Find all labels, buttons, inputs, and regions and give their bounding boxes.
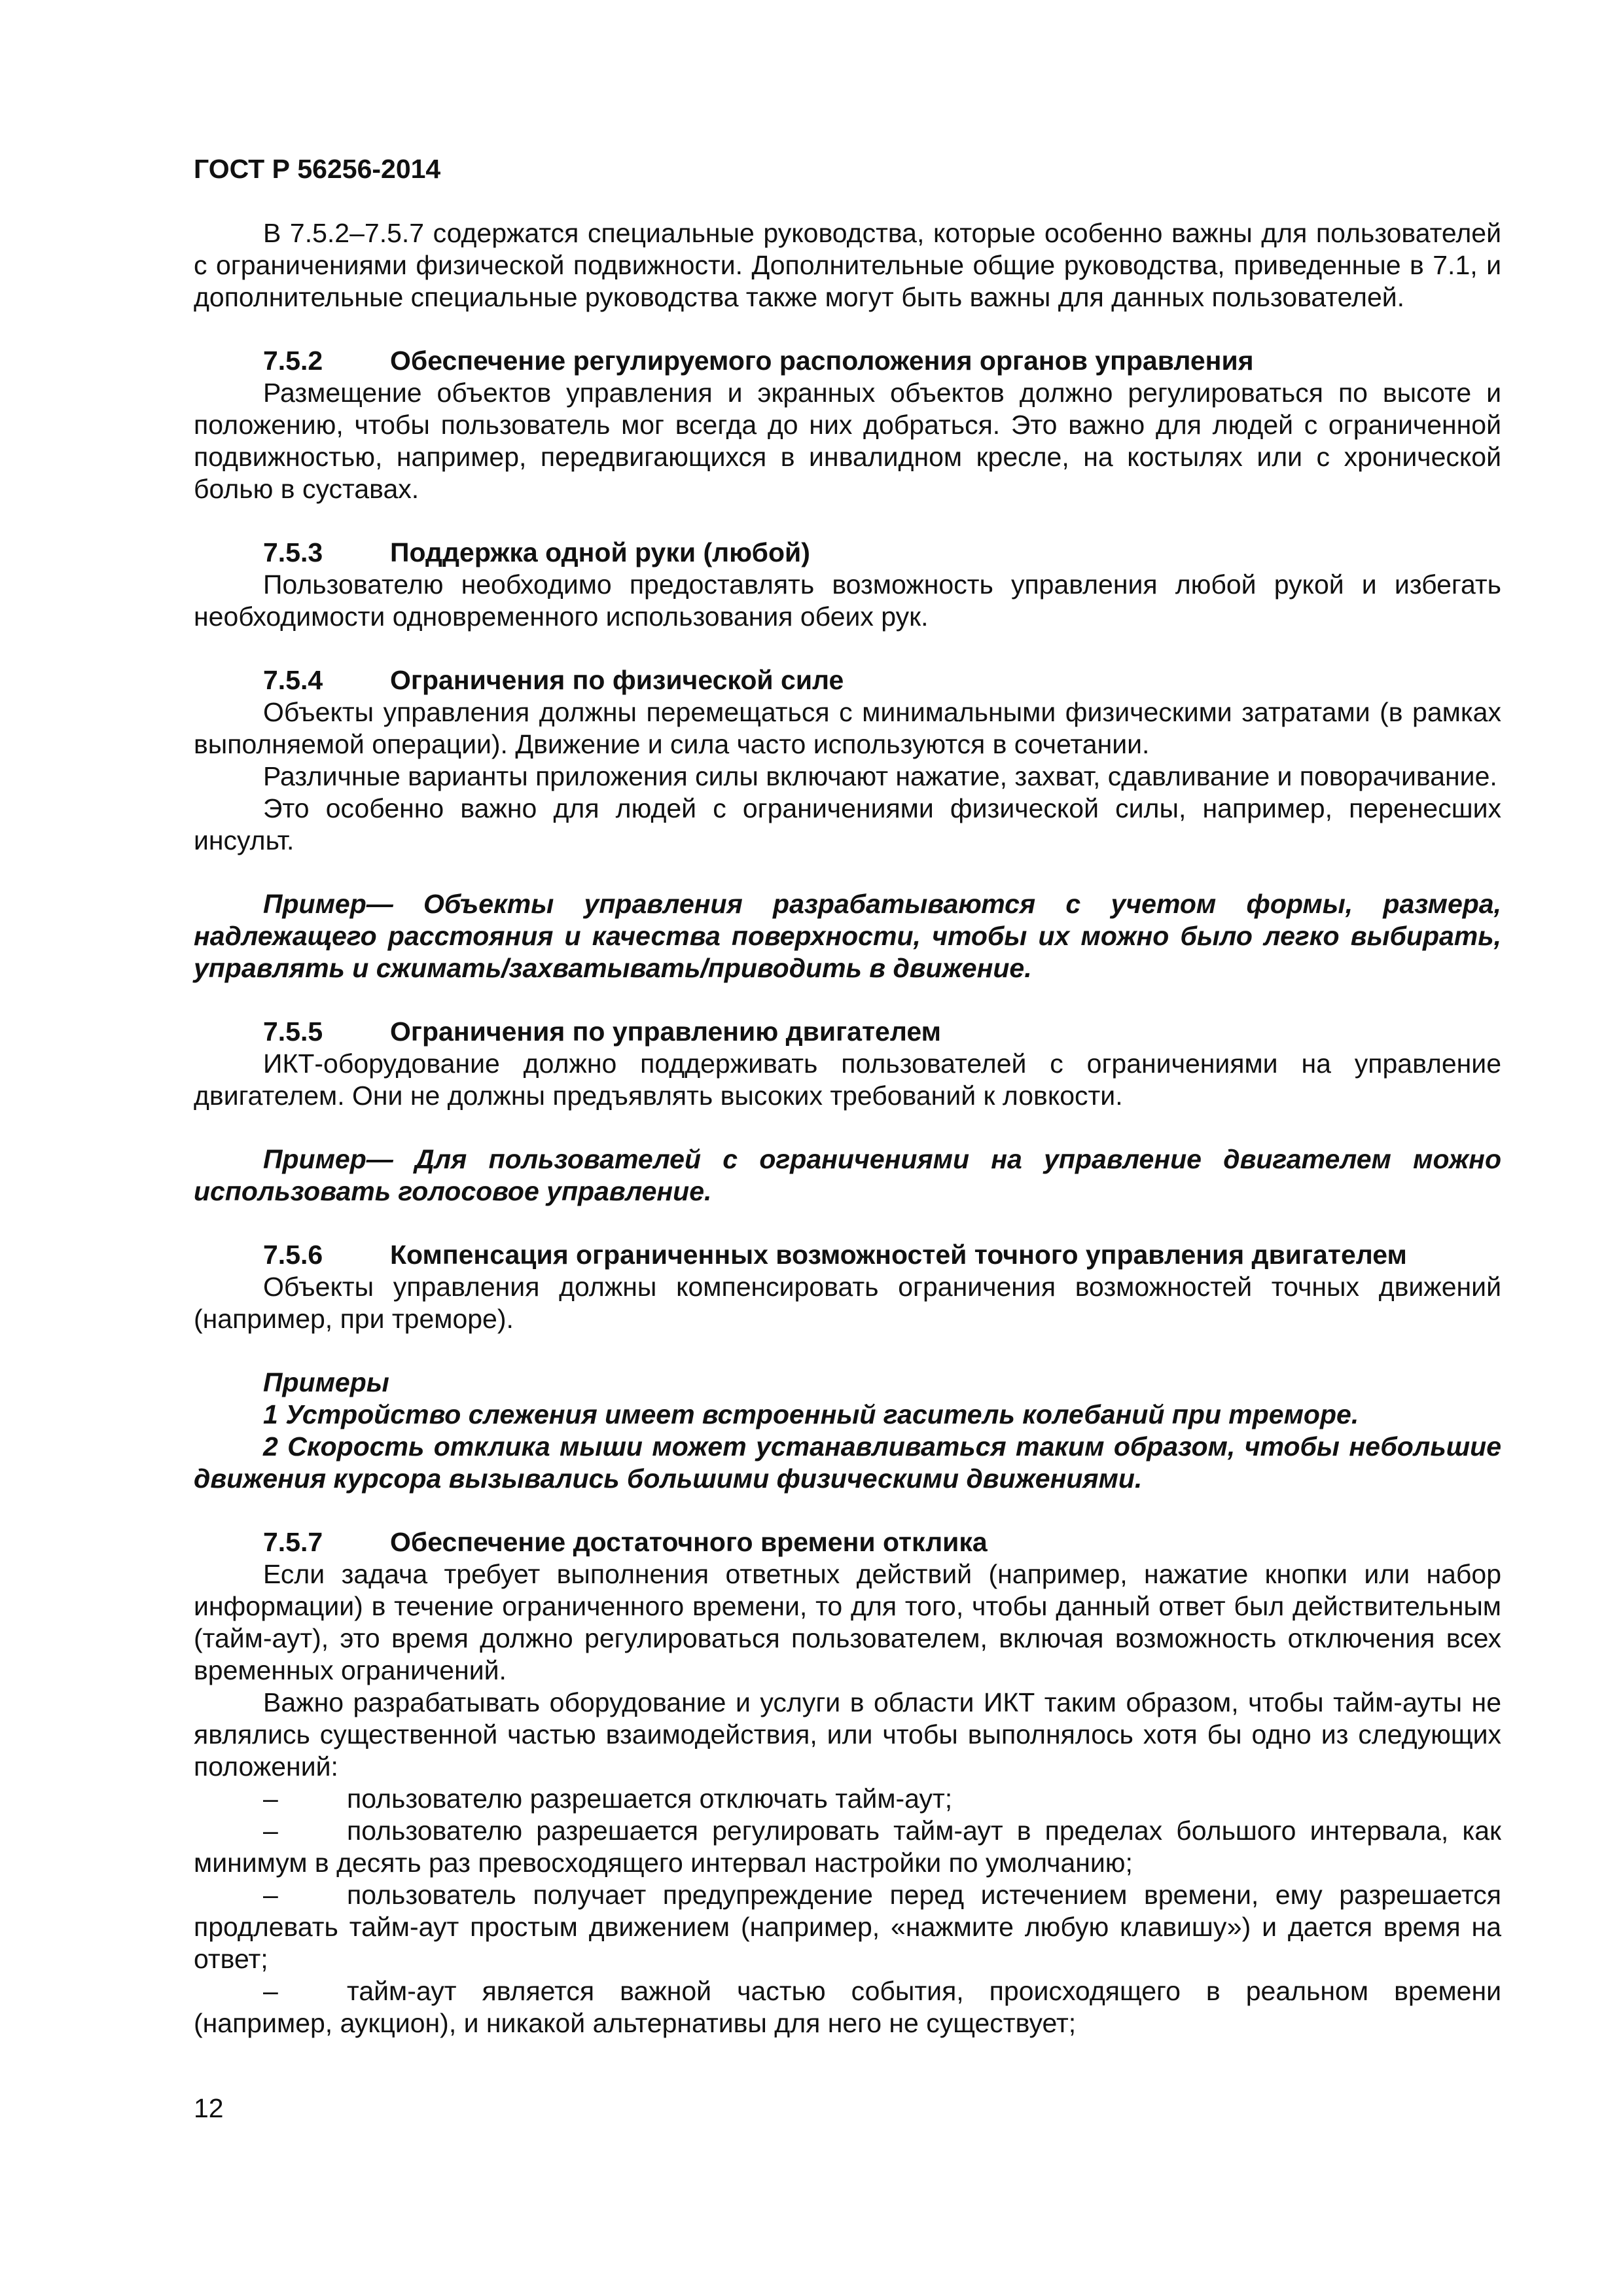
dash-marker: –	[263, 1784, 278, 1814]
list-item	[194, 1783, 1501, 1815]
section-7-5-5-example: Пример— Для пользователей с ограничениями на управление двигателем можно использовать голосовое управление.	[194, 1144, 1501, 1206]
list-item-text: пользователю разрешается регулировать тайм-аут в пределах большого интервала, как минимум в десять раз превосходящего интервал настройки по умолчанию;	[194, 1816, 1501, 1878]
section-7-5-5-heading	[194, 1016, 1501, 1048]
section-number: 7.5.6	[263, 1240, 323, 1270]
dash-marker: –	[263, 1816, 278, 1846]
list-item-text: пользователь получает предупреждение перед истечением времени, ему разрешается продлевать тайм-аут простым движением (например, «нажмите любую клавишу») и дается время на ответ;	[194, 1880, 1501, 1974]
list-item	[194, 1815, 1501, 1879]
section-7-5-3-heading	[194, 537, 1501, 569]
section-number: 7.5.4	[263, 665, 323, 695]
section-title: Ограничения по физической силе	[390, 665, 844, 695]
section-number: 7.5.3	[263, 537, 323, 567]
document-header: ГОСТ Р 56256-2014	[194, 154, 441, 184]
section-title: Поддержка одной руки (любой)	[390, 537, 810, 567]
list-item-text: пользователю разрешается отключать тайм-аут;	[347, 1784, 953, 1814]
dash-marker: –	[263, 1880, 278, 1910]
dash-marker: –	[263, 1976, 278, 2006]
section-7-5-4-example: Пример— Объекты управления разрабатываются с учетом формы, размера, надлежащего расстояния и качества поверхности, чтобы их можно было легко выбирать, управлять и сжимать/захватывать/приводить в движение.	[194, 889, 1501, 983]
section-7-5-3-paragraph: Пользователю необходимо предоставлять возможность управления любой рукой и избегать необходимости одновременного использования обеих рук.	[194, 569, 1501, 632]
section-7-5-6-heading	[194, 1239, 1501, 1271]
section-7-5-4-paragraph-2: Различные варианты приложения силы включают нажатие, захват, сдавливание и поворачивание.	[263, 761, 1497, 791]
section-7-5-6-examples-title: Примеры	[263, 1367, 389, 1397]
section-title: Ограничения по управлению двигателем	[390, 1016, 941, 1047]
section-number: 7.5.7	[263, 1527, 323, 1557]
section-7-5-7-paragraph-1: Если задача требует выполнения ответных действий (например, нажатие кнопки или набор информации) в течение ограниченного времени, то для того, чтобы данный ответ был действительным (тайм-аут), это время должно регулироваться пользователем, включая возможность отключения всех временных ограничений.	[194, 1559, 1501, 1685]
section-7-5-6-example-2: 2 Скорость отклика мыши может устанавливаться таким образом, чтобы небольшие движения курсора вызывались большими физическими движениями.	[194, 1431, 1501, 1494]
section-7-5-4-paragraph-1: Объекты управления должны перемещаться с минимальными физическими затратами (в рамках выполняемой операции). Движение и сила часто используются в сочетании.	[194, 697, 1501, 759]
section-7-5-2-heading	[194, 345, 1501, 377]
section-7-5-2-paragraph: Размещение объектов управления и экранных объектов должно регулироваться по высоте и положению, чтобы пользователь мог всегда до них добраться. Это важно для людей с ограниченной подвижностью, например, передвигающихся в инвалидном кресле, на костылях или с хронической болью в суставах.	[194, 378, 1501, 504]
section-title: Обеспечение регулируемого расположения органов управления	[390, 346, 1254, 376]
section-number: 7.5.5	[263, 1016, 323, 1047]
section-title: Компенсация ограниченных возможностей точного управления двигателем	[390, 1240, 1407, 1270]
section-7-5-6-paragraph: Объекты управления должны компенсировать ограничения возможностей точных движений (например, при треморе).	[194, 1272, 1501, 1334]
section-7-5-6-example-1: 1 Устройство слежения имеет встроенный гаситель колебаний при треморе.	[263, 1399, 1359, 1429]
list-item-text: тайм-аут является важной частью события, происходящего в реальном времени (например, аукцион), и никакой альтернативы для него не существует;	[194, 1976, 1501, 2038]
section-7-5-4-paragraph-3: Это особенно важно для людей с ограничениями физической силы, например, перенесших инсульт.	[194, 793, 1501, 855]
list-item	[194, 1975, 1501, 2039]
section-7-5-7-paragraph-2: Важно разрабатывать оборудование и услуги в области ИКТ таким образом, чтобы тайм-ауты не являлись существенной частью взаимодействия, или чтобы выполнялось хотя бы одно из следующих положений:	[194, 1687, 1501, 1782]
section-title: Обеспечение достаточного времени отклика	[390, 1527, 988, 1557]
section-7-5-4-heading	[194, 664, 1501, 696]
intro-paragraph: В 7.5.2–7.5.7 содержатся специальные руководства, которые особенно важны для пользователей с ограничениями физической подвижности. Дополнительные общие руководства, приведенные в 7.1, и дополнительные специальные руководства также могут быть важны для данных пользователей.	[194, 218, 1501, 312]
section-7-5-5-paragraph: ИКТ-оборудование должно поддерживать пользователей с ограничениями на управление двигателем. Они не должны предъявлять высоких требований к ловкости.	[194, 1049, 1501, 1111]
document-body	[194, 217, 1501, 2039]
list-item	[194, 1879, 1501, 1975]
page-number: 12	[194, 2093, 224, 2123]
section-number: 7.5.2	[263, 346, 323, 376]
section-7-5-7-heading	[194, 1526, 1501, 1558]
